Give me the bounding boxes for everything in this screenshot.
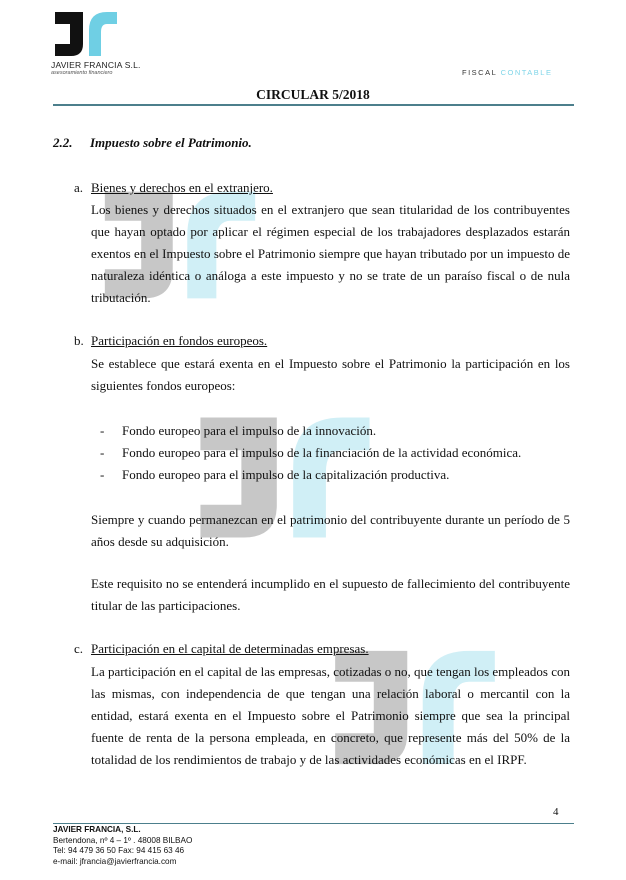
- page-title: CIRCULAR 5/2018: [256, 87, 370, 102]
- footer-email: e-mail: jfrancia@javierfrancia.com: [53, 856, 177, 866]
- list-item: - Fondo europeo para el impulso de la capitalización productiva.: [100, 467, 450, 482]
- subsection-title: Participación en el capital de determinadas empresas.: [91, 641, 369, 656]
- section-title: Impuesto sobre el Patrimonio.: [90, 135, 252, 150]
- tag-fiscal: FISCAL: [462, 68, 497, 77]
- subsection-heading-a: [74, 180, 273, 196]
- paragraph: Siempre y cuando permanezcan en el patrimonio del contribuyente durante un período de 5 años desde su adquisición.: [91, 512, 570, 549]
- list-item-text: Fondo europeo para el impulso de la capitalización productiva.: [122, 467, 450, 482]
- subsection-heading-b: [74, 333, 267, 349]
- footer: [53, 825, 192, 867]
- paragraph: Se establece que estará exenta en el Impuesto sobre el Patrimonio la participación en los siguientes fondos europeos:: [91, 356, 570, 393]
- footer-divider: [53, 823, 574, 824]
- subsection-letter: a.: [74, 180, 84, 195]
- bullet-list: [100, 420, 521, 486]
- section-heading: [53, 135, 252, 151]
- subsection-letter: c.: [74, 641, 84, 656]
- tag-contable: CONTABLE: [500, 68, 553, 77]
- paragraph: La participación en el capital de las empresas, cotizadas o no, que tengan los empleados con las mismas, con independencia de que tengan una relación laboral o mercantil con la entidad, estará exenta en el Impuesto sobre el Patrimonio siempre que sea la principal fuente de renta de la persona empleada, en concreto, que represente más del 50% de la totalidad de los rendimientos de trabajo y de las actividades económicas en el IRPF.: [91, 664, 571, 767]
- paragraph: Este requisito no se entenderá incumplido en el supuesto de fallecimiento del contribuyente titular de las participaciones.: [91, 576, 570, 613]
- subsection-heading-c: [74, 641, 369, 657]
- footer-phones: Tel: 94 479 36 50 Fax: 94 415 63 46: [53, 846, 185, 855]
- paragraph: Los bienes y derechos situados en el extranjero que sean titularidad de los contribuyentes que hayan optado por aplicar el régimen especial de los trabajadores desplazados estarán exentos en el Impuesto sobre el Patrimonio siempre que hayan tributado por un impuesto de naturaleza idéntica o análoga a este impuesto y no se trate de un paraíso fiscal o de nula tributación.: [91, 202, 570, 305]
- footer-address: Bertendona, nº 4 – 1º . 48008 BILBAO: [53, 835, 193, 845]
- list-item-text: Fondo europeo para el impulso de la innovación.: [122, 423, 377, 438]
- page-number: 4: [553, 806, 559, 818]
- subsection-letter: b.: [74, 333, 84, 348]
- section-number: 2.2.: [53, 135, 73, 150]
- list-item-text: Fondo europeo para el impulso de la financiación de la actividad económica.: [122, 445, 522, 460]
- subsection-title: Bienes y derechos en el extranjero.: [91, 180, 273, 195]
- company-tagline: asesoramiento financiero: [51, 70, 113, 76]
- list-item: - Fondo europeo para el impulso de la innovación.: [100, 423, 377, 438]
- footer-company: JAVIER FRANCIA, S.L.: [53, 825, 141, 834]
- list-item: - Fondo europeo para el impulso de la financiación de la actividad económica.: [100, 445, 522, 460]
- company-name: JAVIER FRANCIA S.L.: [51, 60, 141, 70]
- subsection-title: Participación en fondos europeos.: [91, 333, 268, 348]
